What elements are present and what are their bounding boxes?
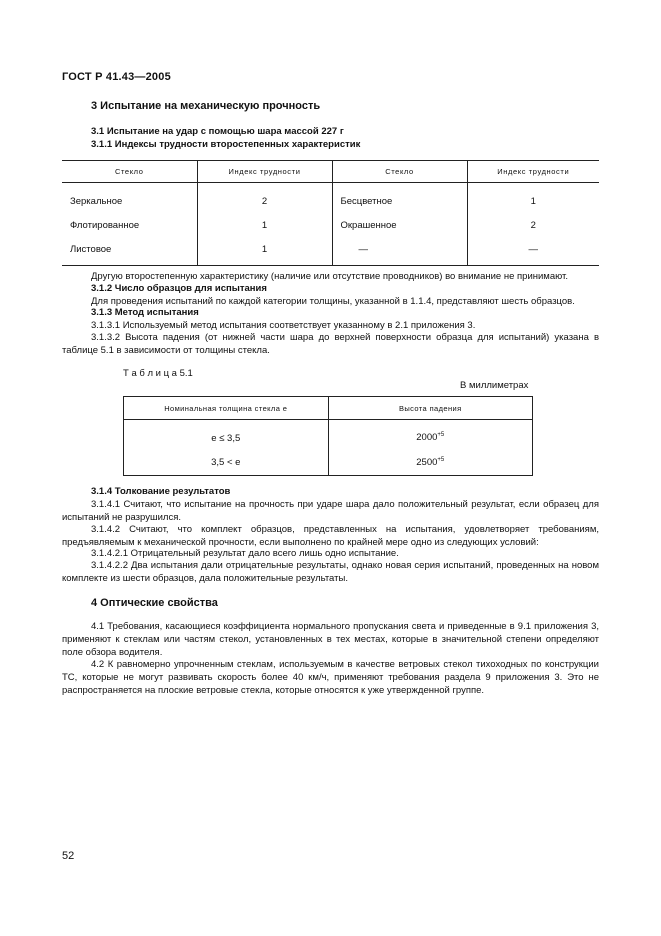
subsection-3-1-3-title: 3.1.3 Метод испытания: [91, 307, 199, 318]
column-header: Индекс трудности: [467, 161, 599, 183]
paragraph: 4.1 Требования, касающиеся коэффициента нормального пропускания света и приведенные в 9.1 приложения 3, применяют к стеклам или частям стекол, установленных в тех местах, которые в значительной степени определяют поле обзора водителя.: [62, 621, 599, 658]
paragraph: 3.1.3.2 Высота падения (от нижней части шара до верхней поверхности образца для испытаний) указана в таблице 5.1 в зависимости от толщины стекла.: [62, 332, 599, 356]
subsection-3-1-1-title: 3.1.1 Индексы трудности второстепенных характеристик: [91, 139, 361, 150]
table-cell: —: [467, 237, 599, 266]
table-cell: e ≤ 3,5: [124, 420, 329, 451]
paragraph: 3.1.3.1 Используемый метод испытания соответствует указанному в 2.1 приложения 3.: [91, 320, 476, 331]
table-cell: 2: [197, 183, 332, 214]
paragraph: 3.1.4.2.1 Отрицательный результат дало всего лишь одно испытание.: [91, 548, 399, 559]
paragraph: Другую второстепенную характеристику (наличие или отсутствие проводников) во внимание не принимают.: [91, 271, 568, 282]
page-number: 52: [62, 850, 75, 862]
table-caption: Т а б л и ц а 5.1: [123, 368, 193, 379]
table-row: [62, 237, 599, 266]
table-cell: 1: [467, 183, 599, 214]
table-units: В миллиметрах: [460, 380, 529, 391]
paragraph: 3.1.4.1 Считают, что испытание на прочность при ударе шара дало положительный результат, если образец для испытаний не разрушился.: [62, 499, 599, 523]
column-header: Номинальная толщина стекла e: [124, 397, 329, 420]
table-cell: $2500^{+5}$: [328, 450, 532, 476]
table-row: [62, 183, 599, 214]
table-cell: 2: [467, 213, 599, 237]
document-header: ГОСТ Р 41.43—2005: [62, 71, 171, 83]
table-cell: $2000^{+5}$: [328, 420, 532, 451]
paragraph: 3.1.4.2.2 Два испытания дали отрицательные результаты, однако новая серия испытаний, проведенных на новом комплекте из шести образцов, дала положительные результаты.: [62, 560, 599, 584]
section-3-title: 3 Испытание на механическую прочность: [91, 100, 321, 112]
paragraph: 3.1.4.2 Считают, что комплект образцов, представленных на испытания, удовлетворяет требованиям, предъявляемым к механической прочности, если выполнено по крайней мере одно из следующих условий:: [62, 524, 599, 548]
section-4-title: 4 Оптические свойства: [91, 597, 218, 609]
table-row: [124, 420, 533, 451]
table-cell: 1: [197, 237, 332, 266]
table-cell: Бесцветное: [332, 183, 467, 214]
drop-height-table: [123, 396, 533, 476]
subsection-3-1-4-title: 3.1.4 Толкование результатов: [91, 486, 231, 497]
paragraph: Для проведения испытаний по каждой категории толщины, указанной в 1.1.4, представляют шесть образцов.: [91, 296, 575, 307]
subsection-3-1-title: 3.1 Испытание на удар с помощью шара массой 227 г: [91, 126, 344, 137]
column-header: Индекс трудности: [197, 161, 332, 183]
paragraph: 4.2 К равномерно упрочненным стеклам, используемым в качестве ветровых стекол тихоходных по конструкции ТС, которые не могут развивать скорость более 40 км/ч, применяют требования раздела 9 приложения 3. Это не распространяется на плоские ветровые стекла, которые относятся к уже утвержденной группе.: [62, 659, 599, 696]
table-cell: —: [332, 237, 467, 266]
column-header: Высота падения: [328, 397, 532, 420]
table-cell: Листовое: [62, 237, 197, 266]
table-cell: 1: [197, 213, 332, 237]
table-cell: Окрашенное: [332, 213, 467, 237]
subsection-3-1-2-title: 3.1.2 Число образцов для испытания: [91, 283, 267, 294]
table-cell: Флотированное: [70, 219, 140, 231]
hardness-index-table: [62, 160, 599, 266]
column-header: Стекло: [332, 161, 467, 183]
table-header-row: [62, 161, 599, 183]
table-cell: Зеркальное: [70, 195, 123, 207]
table-header-row: [124, 397, 533, 420]
table-row: [62, 213, 599, 237]
table-cell: 3,5 < e: [124, 450, 329, 476]
column-header: Стекло: [62, 161, 197, 183]
table-row: [124, 450, 533, 476]
